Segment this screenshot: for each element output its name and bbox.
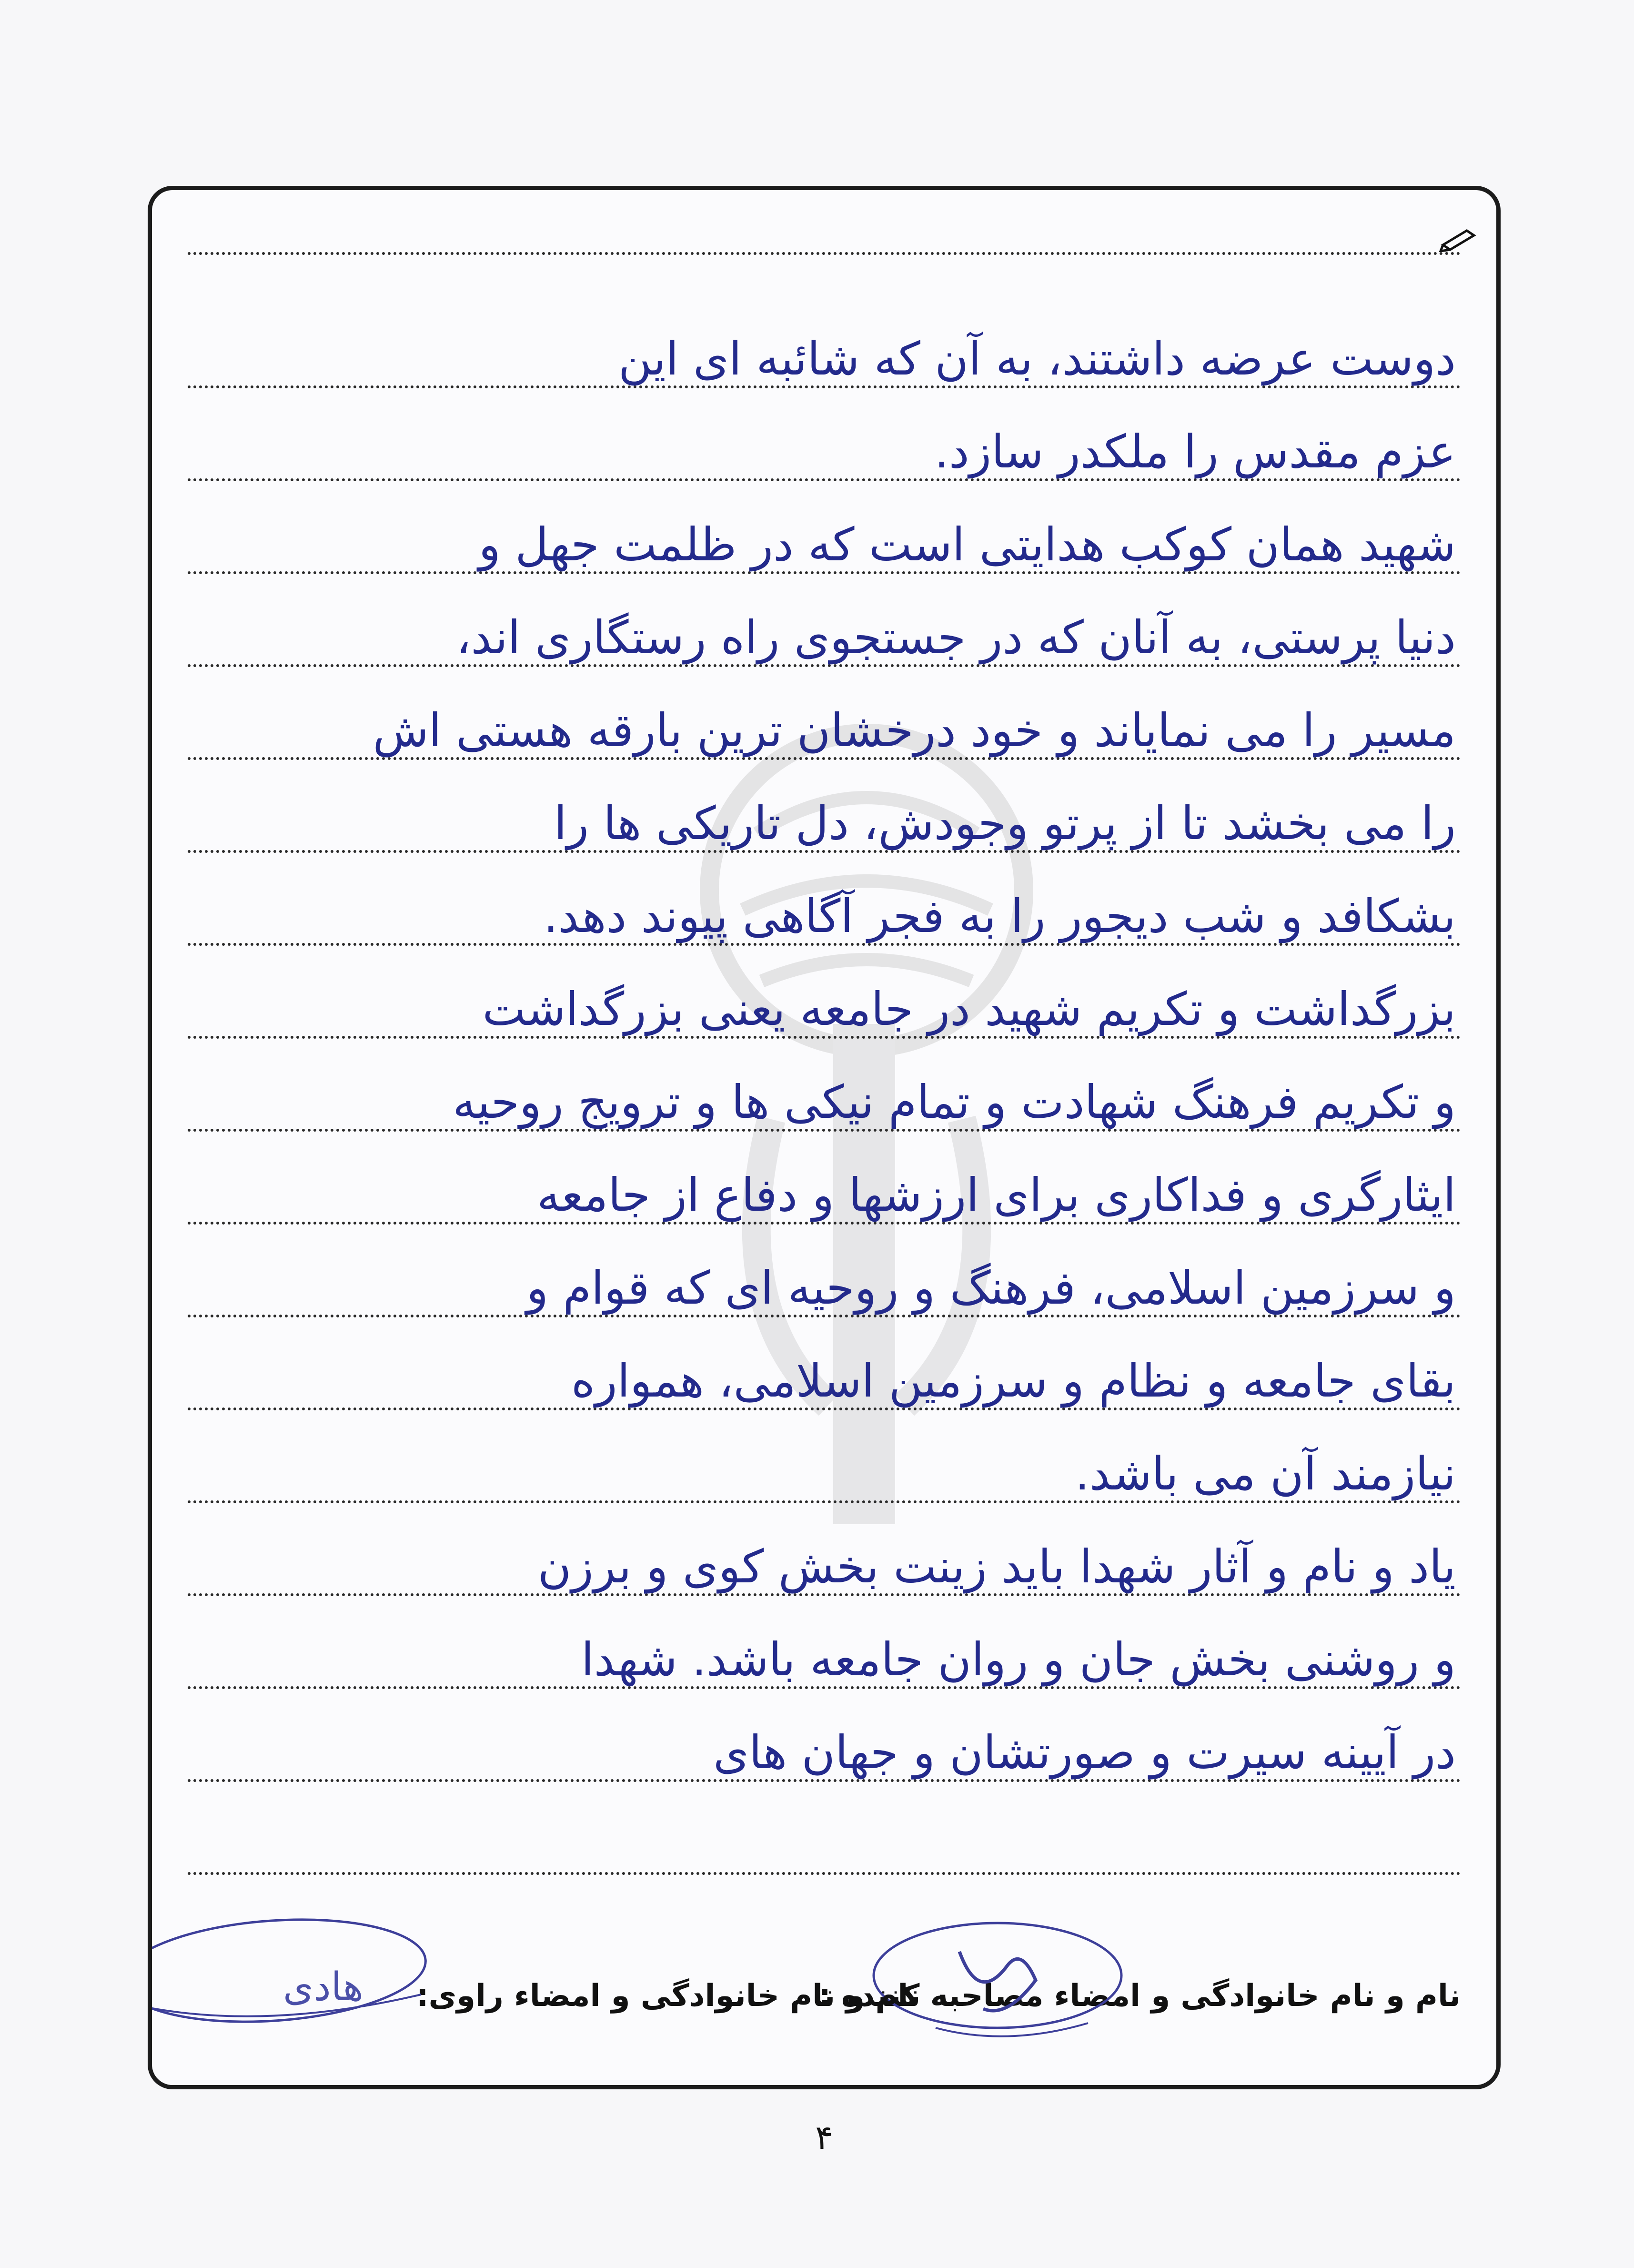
writing-line	[188, 478, 1461, 574]
writing-line	[188, 850, 1461, 946]
signature-footer	[188, 1933, 1461, 2052]
writing-line	[188, 190, 1461, 255]
writing-line	[188, 1686, 1461, 1782]
writing-line	[188, 1036, 1461, 1132]
writing-line	[188, 757, 1461, 853]
handwritten-text: بشکافد و شب دیجور را به فجر آگاهی پیوند دهد.	[544, 890, 1456, 943]
writing-line	[188, 293, 1461, 388]
writing-line	[188, 1779, 1461, 1875]
writing-line	[188, 1407, 1461, 1503]
narrator-signature-label: نام و نام خانوادگی و امضاء راوی:	[416, 1978, 921, 2014]
interviewer-signature	[864, 1909, 1131, 2042]
writing-line	[188, 943, 1461, 1039]
handwritten-text: بقای جامعه و نظام و سرزمین اسلامی، همواره	[571, 1354, 1456, 1407]
interviewer-signature-label: نام و نام خانوادگی و امضاء مصاحبه کننده :	[818, 1978, 1461, 2014]
handwritten-text: یاد و نام و آثار شهدا باید زینت بخش کوی و برزن	[537, 1540, 1456, 1593]
handwritten-text: دوست عرضه داشتند، به آن که شائبه ای این	[618, 332, 1456, 385]
handwritten-text: را می بخشد تا از پرتو وجودش، دل تاریکی ها را	[554, 797, 1456, 850]
writing-line	[188, 1315, 1461, 1410]
writing-line	[188, 385, 1461, 481]
writing-line	[188, 1500, 1461, 1596]
narrator-name: هادی	[283, 1964, 363, 2010]
writing-line	[188, 1129, 1461, 1225]
handwritten-text: شهید همان کوکب هدایتی است که در ظلمت جهل و	[478, 518, 1456, 571]
writing-line	[188, 1593, 1461, 1689]
handwritten-text: و سرزمین اسلامی، فرهنگ و روحیه ای که قوام و	[526, 1261, 1456, 1315]
handwritten-text: دنیا پرستی، به آنان که در جستجوی راه رستگاری اند،	[456, 611, 1456, 664]
page-number: ۴	[815, 2118, 833, 2157]
handwritten-text: عزم مقدس را ملکدر سازد.	[934, 425, 1456, 478]
handwritten-text: مسیر را می نمایاند و خود درخشان ترین بارقه هستی اش	[373, 704, 1456, 757]
handwritten-text: و روشنی بخش جان و روان جامعه باشد. شهدا	[581, 1633, 1456, 1686]
writing-line	[188, 664, 1461, 760]
handwritten-text: ایثارگری و فداکاری برای ارزشها و دفاع از جامعه	[537, 1168, 1456, 1222]
writing-line	[188, 571, 1461, 667]
writing-line	[188, 1222, 1461, 1317]
handwritten-text: نیازمند آن می باشد.	[1075, 1447, 1456, 1500]
lined-form-frame	[148, 186, 1501, 2089]
handwritten-text: بزرگداشت و تکریم شهید در جامعه یعنی بزرگداشت	[482, 982, 1456, 1036]
handwritten-text: و تکریم فرهنگ شهادت و تمام نیکی ها و ترویج روحیه	[453, 1075, 1456, 1129]
handwritten-text: در آیینه سیرت و صورتشان و جهان های	[713, 1726, 1456, 1779]
narrator-signature	[148, 1909, 440, 2042]
